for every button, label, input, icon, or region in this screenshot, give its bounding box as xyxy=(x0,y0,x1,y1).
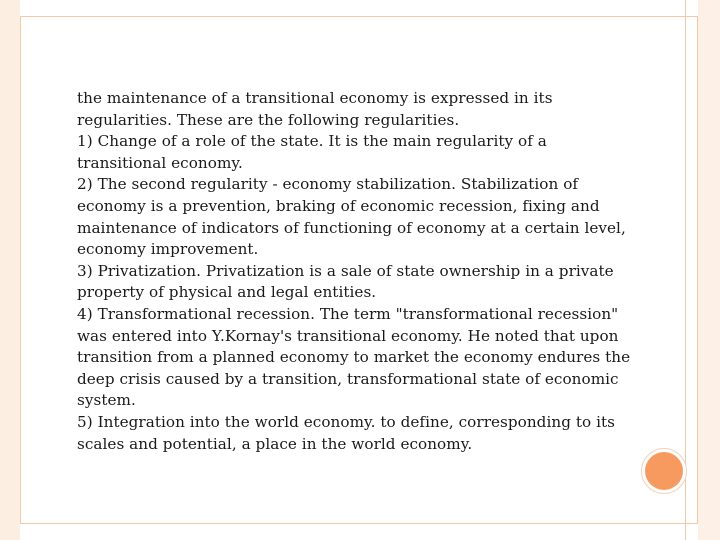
vertical-divider-line xyxy=(685,0,686,540)
slide-body-text xyxy=(77,88,633,455)
left-decorative-stripe xyxy=(0,0,20,540)
right-decorative-band xyxy=(698,0,720,540)
paragraph-point-4: 4) Transformational recession. The term "transformational recession" was entered into Y.Kornay's transitional economy. He noted that upon transition from a planned economy to market the economy endures the deep crisis caused by a transition, transformational state of economic system. xyxy=(77,304,631,410)
paragraph-point-3: 3) Privatization. Privatization is a sale of state ownership in a private property of physical and legal entities. xyxy=(77,261,614,302)
paragraph-intro: the maintenance of a transitional economy is expressed in its regularities. These are the following regularities. xyxy=(77,89,553,129)
decorative-circle-icon xyxy=(645,452,683,490)
paragraph-point-1: 1) Change of a role of the state. It is the main regularity of a transitional economy. xyxy=(77,132,547,172)
paragraph-point-2: 2) The second regularity - economy stabilization. Stabilization of economy is a prevention, braking of economic recession, fixing and maintenance of indicators of functioning of economy at a certain level, economy improvement. xyxy=(77,175,626,259)
paragraph-point-5: 5) Integration into the world economy. to define, corresponding to its scales and potential, a place in the world economy. xyxy=(77,412,615,453)
